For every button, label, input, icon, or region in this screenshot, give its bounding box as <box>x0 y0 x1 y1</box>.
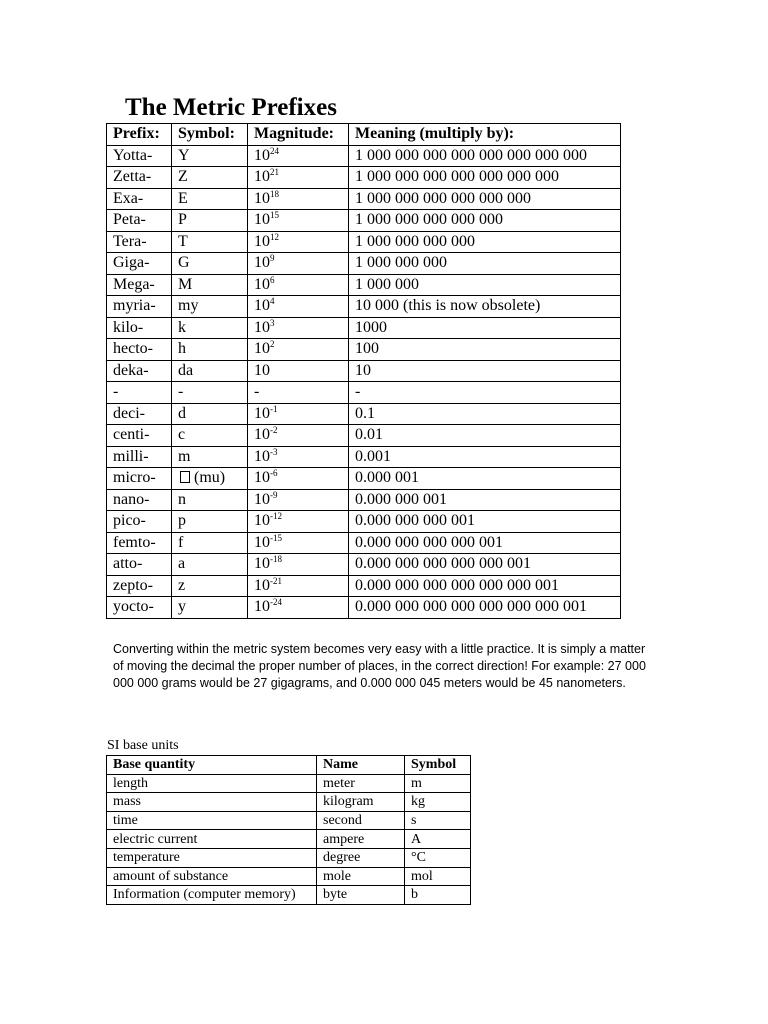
magnitude-base: 10 <box>254 598 270 616</box>
prefix-table-body <box>107 145 621 618</box>
table-row <box>107 774 471 793</box>
magnitude-exponent: 9 <box>270 253 275 264</box>
unit-name-cell: meter <box>317 774 405 793</box>
prefix-cell: Tera- <box>107 231 172 253</box>
symbol-cell <box>172 339 248 361</box>
table-row <box>107 231 621 253</box>
table-row <box>107 296 621 318</box>
table-row <box>107 468 621 490</box>
meaning-cell: 0.1 <box>349 403 621 425</box>
table-row <box>107 339 621 361</box>
meaning-column-header: Meaning (multiply by): <box>349 124 621 146</box>
symbol-cell <box>172 231 248 253</box>
meaning-cell: 0.01 <box>349 425 621 447</box>
name-column-header: Name <box>317 756 405 775</box>
magnitude-cell <box>248 360 349 382</box>
magnitude-exponent: 12 <box>270 231 279 242</box>
magnitude-cell <box>248 511 349 533</box>
symbol-text: (mu) <box>194 469 226 487</box>
magnitude-exponent: -3 <box>270 446 278 457</box>
symbol-text: n <box>178 490 186 508</box>
symbol-cell <box>172 403 248 425</box>
prefix-table-header-row <box>107 124 621 146</box>
prefix-cell: femto- <box>107 532 172 554</box>
symbol-text: c <box>178 426 186 444</box>
magnitude-cell <box>248 253 349 275</box>
symbol-text: y <box>178 598 186 616</box>
unit-symbol-cell: s <box>405 811 471 830</box>
meaning-cell: - <box>349 382 621 404</box>
symbol-cell <box>172 382 248 404</box>
magnitude-base: 10 <box>254 254 270 272</box>
magnitude-cell <box>248 597 349 619</box>
magnitude-base: 10 <box>254 297 270 315</box>
symbol-cell <box>172 468 248 490</box>
symbol-cell <box>172 425 248 447</box>
symbol-cell <box>172 188 248 210</box>
prefix-cell: Exa- <box>107 188 172 210</box>
table-row <box>107 446 621 468</box>
table-row <box>107 867 471 886</box>
magnitude-exponent: 18 <box>270 188 279 199</box>
base-quantity-cell: mass <box>107 793 317 812</box>
meaning-cell: 10 000 (this is now obsolete) <box>349 296 621 318</box>
meaning-cell: 1 000 000 000 <box>349 253 621 275</box>
prefix-cell: zepto- <box>107 575 172 597</box>
magnitude-exponent: 21 <box>270 167 279 178</box>
base-quantity-cell: length <box>107 774 317 793</box>
symbol-text: Y <box>178 146 190 164</box>
table-row <box>107 554 621 576</box>
base-quantity-cell: time <box>107 811 317 830</box>
table-row <box>107 532 621 554</box>
magnitude-exponent: -18 <box>270 554 282 565</box>
magnitude-base: 10 <box>254 211 270 229</box>
magnitude-exponent: -21 <box>270 575 282 586</box>
magnitude-base: 10 <box>254 426 270 444</box>
prefix-cell: kilo- <box>107 317 172 339</box>
magnitude-cell <box>248 425 349 447</box>
table-row <box>107 793 471 812</box>
magnitude-exponent: 15 <box>270 210 279 221</box>
symbol-cell <box>172 511 248 533</box>
magnitude-base: 10 <box>254 168 270 186</box>
prefix-cell: Mega- <box>107 274 172 296</box>
prefix-cell: Zetta- <box>107 167 172 189</box>
meaning-cell: 1 000 000 <box>349 274 621 296</box>
unit-symbol-cell: A <box>405 830 471 849</box>
magnitude-exponent: -12 <box>270 511 282 522</box>
magnitude-base: 10 <box>254 512 270 530</box>
symbol-text: z <box>178 576 186 594</box>
magnitude-exponent: 3 <box>270 317 275 328</box>
prefix-cell: atto- <box>107 554 172 576</box>
magnitude-cell <box>248 532 349 554</box>
prefix-cell: Peta- <box>107 210 172 232</box>
symbol-text: T <box>178 232 188 250</box>
symbol-cell <box>172 210 248 232</box>
meaning-cell: 1 000 000 000 000 000 000 <box>349 188 621 210</box>
table-row <box>107 403 621 425</box>
table-row <box>107 886 471 905</box>
meaning-cell: 100 <box>349 339 621 361</box>
magnitude-base: 10 <box>254 404 270 422</box>
magnitude-exponent: -15 <box>270 532 282 543</box>
magnitude-base: 10 <box>254 533 270 551</box>
base-quantity-cell: temperature <box>107 848 317 867</box>
base-quantity-column-header: Base quantity <box>107 756 317 775</box>
magnitude-cell <box>248 274 349 296</box>
symbol-text: f <box>178 533 184 551</box>
si-base-units-table <box>106 755 471 905</box>
unit-name-cell: ampere <box>317 830 405 849</box>
symbol-text: G <box>178 254 190 272</box>
magnitude-cell <box>248 167 349 189</box>
meaning-cell: 0.001 <box>349 446 621 468</box>
meaning-cell: 0.000 000 000 000 000 000 001 <box>349 575 621 597</box>
symbol-column-header: Symbol <box>405 756 471 775</box>
magnitude-exponent: -9 <box>270 489 278 500</box>
symbol-text: M <box>178 275 193 293</box>
symbol-cell <box>172 554 248 576</box>
meaning-cell: 0.000 000 000 000 000 001 <box>349 554 621 576</box>
symbol-text: - <box>178 383 184 401</box>
prefix-cell: milli- <box>107 446 172 468</box>
symbol-text: my <box>178 297 199 315</box>
magnitude-exponent: 24 <box>270 145 279 156</box>
magnitude-cell <box>248 231 349 253</box>
magnitude-exponent: 2 <box>270 339 275 350</box>
symbol-cell <box>172 253 248 275</box>
prefix-column-header: Prefix: <box>107 124 172 146</box>
magnitude-cell <box>248 382 349 404</box>
si-table-caption: SI base units <box>107 738 179 753</box>
symbol-text: d <box>178 404 186 422</box>
si-table-body <box>107 774 471 904</box>
magnitude-exponent: -2 <box>270 425 278 436</box>
magnitude-cell <box>248 145 349 167</box>
prefix-cell: Yotta- <box>107 145 172 167</box>
unit-symbol-cell: m <box>405 774 471 793</box>
prefix-cell: hecto- <box>107 339 172 361</box>
unit-symbol-cell: °C <box>405 848 471 867</box>
unit-name-cell: byte <box>317 886 405 905</box>
magnitude-base: 10 <box>254 361 270 379</box>
magnitude-cell <box>248 468 349 490</box>
symbol-cell <box>172 489 248 511</box>
table-row <box>107 253 621 275</box>
magnitude-base: 10 <box>254 490 270 508</box>
table-row <box>107 425 621 447</box>
symbol-cell <box>172 274 248 296</box>
table-row <box>107 360 621 382</box>
magnitude-base: 10 <box>254 189 270 207</box>
magnitude-cell <box>248 339 349 361</box>
symbol-text: P <box>178 211 187 229</box>
meaning-cell: 1000 <box>349 317 621 339</box>
symbol-column-header: Symbol: <box>172 124 248 146</box>
symbol-text: p <box>178 512 186 530</box>
table-row <box>107 848 471 867</box>
base-quantity-cell: Information (computer memory) <box>107 886 317 905</box>
table-row <box>107 830 471 849</box>
magnitude-cell <box>248 575 349 597</box>
symbol-cell <box>172 167 248 189</box>
magnitude-exponent: -6 <box>270 468 278 479</box>
magnitude-base: 10 <box>254 275 270 293</box>
meaning-cell: 0.000 001 <box>349 468 621 490</box>
magnitude-base: 10 <box>254 146 270 164</box>
table-row <box>107 575 621 597</box>
base-quantity-cell: electric current <box>107 830 317 849</box>
table-row <box>107 597 621 619</box>
prefix-cell: micro- <box>107 468 172 490</box>
symbol-text: a <box>178 555 186 573</box>
magnitude-column-header: Magnitude: <box>248 124 349 146</box>
symbol-text: m <box>178 447 191 465</box>
missing-glyph-icon <box>180 471 190 483</box>
meaning-cell: 0.000 000 001 <box>349 489 621 511</box>
unit-name-cell: mole <box>317 867 405 886</box>
magnitude-cell <box>248 210 349 232</box>
table-row <box>107 188 621 210</box>
magnitude-base: 10 <box>254 576 270 594</box>
conversion-paragraph: Converting within the metric system becomes very easy with a little practice. It is simply a matter of moving the decimal the proper number of places, in the correct direction! For example: 27 000 000 000 grams would be 27 gigagrams, and 0.000 000 045 meters would be 45 nanometers. <box>113 642 646 691</box>
magnitude-base: - <box>254 383 260 401</box>
meaning-cell: 1 000 000 000 000 000 000 000 <box>349 167 621 189</box>
symbol-cell <box>172 575 248 597</box>
unit-name-cell: kilogram <box>317 793 405 812</box>
prefix-cell: Giga- <box>107 253 172 275</box>
symbol-text: h <box>178 340 186 358</box>
meaning-cell: 0.000 000 000 000 001 <box>349 532 621 554</box>
magnitude-cell <box>248 403 349 425</box>
table-row <box>107 274 621 296</box>
table-row <box>107 317 621 339</box>
magnitude-cell <box>248 296 349 318</box>
unit-symbol-cell: b <box>405 886 471 905</box>
table-row <box>107 210 621 232</box>
prefix-cell: centi- <box>107 425 172 447</box>
magnitude-exponent: -24 <box>270 597 282 608</box>
prefix-cell: pico- <box>107 511 172 533</box>
symbol-text: da <box>178 361 194 379</box>
magnitude-cell <box>248 554 349 576</box>
magnitude-exponent: 6 <box>270 274 275 285</box>
symbol-text: Z <box>178 168 188 186</box>
magnitude-exponent: -1 <box>270 403 278 414</box>
unit-symbol-cell: mol <box>405 867 471 886</box>
magnitude-base: 10 <box>254 232 270 250</box>
table-row <box>107 167 621 189</box>
magnitude-base: 10 <box>254 447 270 465</box>
magnitude-base: 10 <box>254 469 270 487</box>
symbol-text: k <box>178 318 186 336</box>
prefix-cell: yocto- <box>107 597 172 619</box>
prefix-cell: deci- <box>107 403 172 425</box>
base-quantity-cell: amount of substance <box>107 867 317 886</box>
prefix-cell: deka- <box>107 360 172 382</box>
prefix-cell: - <box>107 382 172 404</box>
magnitude-cell <box>248 188 349 210</box>
magnitude-cell <box>248 446 349 468</box>
meaning-cell: 1 000 000 000 000 000 <box>349 210 621 232</box>
table-row <box>107 489 621 511</box>
page-title: The Metric Prefixes <box>125 94 337 121</box>
table-row <box>107 145 621 167</box>
symbol-cell <box>172 296 248 318</box>
prefix-cell: nano- <box>107 489 172 511</box>
symbol-cell <box>172 145 248 167</box>
magnitude-exponent: 4 <box>270 296 275 307</box>
metric-prefix-table <box>106 123 621 619</box>
symbol-cell <box>172 317 248 339</box>
si-table-header-row <box>107 756 471 775</box>
meaning-cell: 0.000 000 000 001 <box>349 511 621 533</box>
symbol-cell <box>172 360 248 382</box>
symbol-cell <box>172 532 248 554</box>
unit-name-cell: second <box>317 811 405 830</box>
meaning-cell: 1 000 000 000 000 000 000 000 000 <box>349 145 621 167</box>
meaning-cell: 1 000 000 000 000 <box>349 231 621 253</box>
unit-symbol-cell: kg <box>405 793 471 812</box>
magnitude-base: 10 <box>254 555 270 573</box>
meaning-cell: 10 <box>349 360 621 382</box>
table-row <box>107 811 471 830</box>
prefix-cell: myria- <box>107 296 172 318</box>
table-row <box>107 511 621 533</box>
magnitude-base: 10 <box>254 318 270 336</box>
symbol-cell <box>172 597 248 619</box>
magnitude-cell <box>248 317 349 339</box>
magnitude-cell <box>248 489 349 511</box>
meaning-cell: 0.000 000 000 000 000 000 000 001 <box>349 597 621 619</box>
symbol-text: E <box>178 189 188 207</box>
symbol-cell <box>172 446 248 468</box>
table-row <box>107 382 621 404</box>
magnitude-base: 10 <box>254 340 270 358</box>
unit-name-cell: degree <box>317 848 405 867</box>
